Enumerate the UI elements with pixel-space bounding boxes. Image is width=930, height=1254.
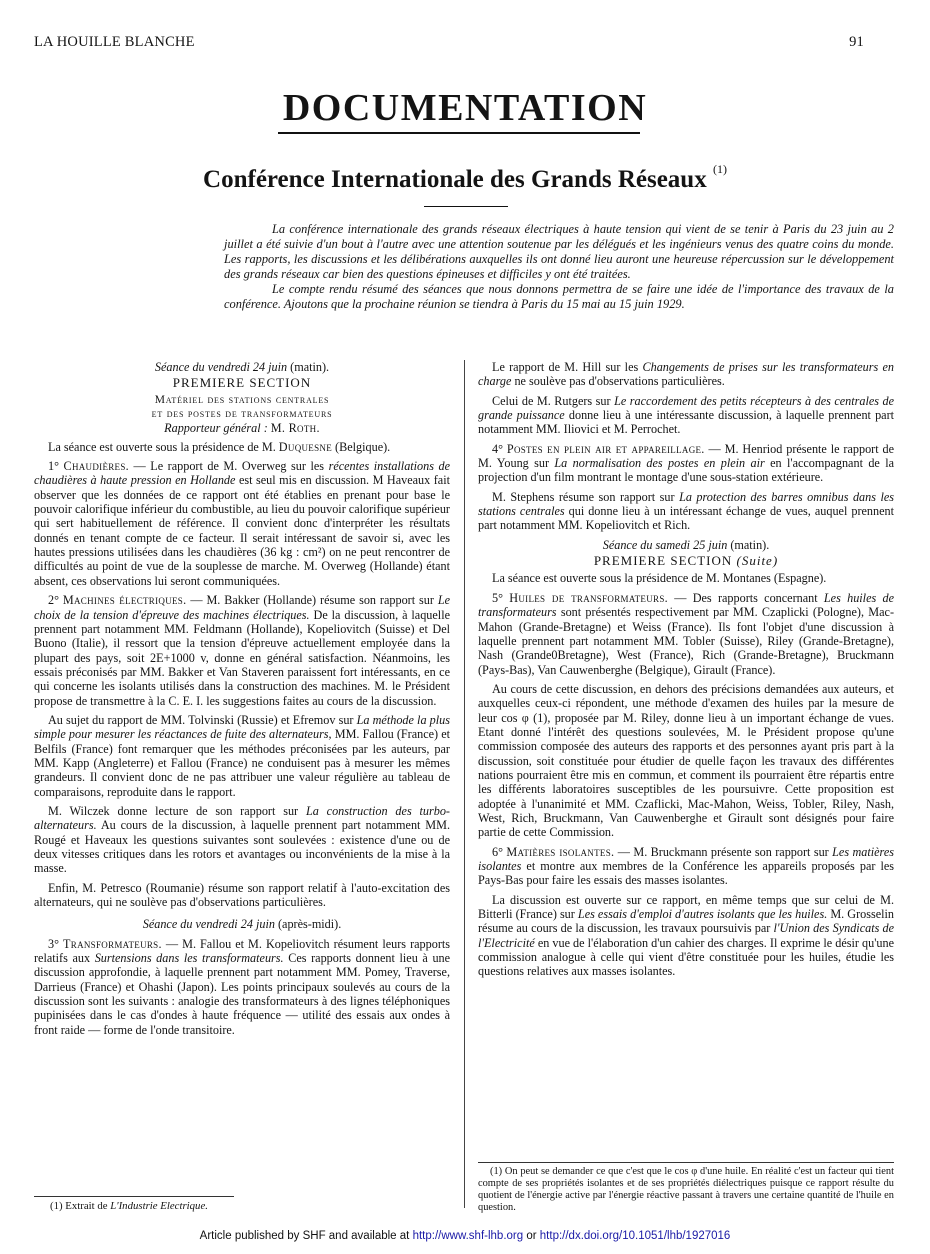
intro-paragraph: Le compte rendu résumé des séances que nous donnons permettra de se faire une idée de l'importance des travaux de la conférence. Ajoutons que la prochaine réunion se tiendra à Paris du 15 mai au 15 juin 1929. [224, 282, 894, 311]
paragraph-commission: Au cours de cette discussion, en dehors des précisions demandées aux auteurs, et auxquelles ceux-ci répondent, une méthode d'examen des huiles par la mesure de leur cos φ (1), proposée par M. Riley, donne lieu à un important échange de vues. Etant donné l'intérêt des questions soulevées, M. le Président propose qu'une commission composée des auteurs des rapports et des personnes ayant pris part à la discussion, soit constituée pour étudier de quelle façon les travaux des différentes nations pourraient être mis en commun, et comment ils pourraient être répartis entre les différents laboratoires susceptibles de les poursuivre. Cette proposition est adoptée à l'unanimité et MM. Czaflicki, Mac-Mahon, Weiss, Tobler, Riley, Nash, West, Rich, Bruckmann, Van Cauwenberghe et Girault sont désignés pour faire partie de cette Commission. [478, 681, 894, 840]
session-heading: Séance du vendredi 24 juin (après-midi). [142, 917, 342, 932]
subtitle-divider [424, 206, 508, 207]
doi-link[interactable]: http://dx.doi.org/10.1051/lhb/1927016 [539, 1230, 731, 1242]
column-divider [464, 360, 465, 1208]
footnote-rule [478, 1162, 894, 1163]
section-title: PREMIERE SECTION (Suite) [593, 553, 779, 569]
paragraph-turbo: M. Wilczek donne lecture de son rapport sur La construction des turbo-alternateurs. Au cours de la discussion, à laquelle prennent part notamment MM. Rougé et Haveaux les questions suivantes sont soulevées : existence d'une ou de deux vitesses critiques dans les rotors et avantages ou inconvénients de la mise à la masse. [34, 803, 451, 876]
title-underline [278, 132, 640, 134]
footnote-rule [34, 1196, 234, 1197]
footnote-source: (1) Extrait de L'Industrie Electrique. [50, 1200, 208, 1212]
rapporteur-line: Rapporteur général : M. Roth. [164, 421, 320, 436]
session-heading: Séance du vendredi 24 juin (matin). [154, 360, 330, 374]
opening-paragraph: La séance est ouverte sous la présidence de M. Montanes (Espagne). [492, 571, 827, 586]
page-number: 91 [849, 34, 864, 50]
publisher-credit [0, 1230, 930, 1242]
paragraph-matieres: 6° Matières isolantes. — M. Bruckmann présente son rapport sur Les matières isolantes et montre aux membres de la Conférence les appareils proposés par les Pays-Bas pour faire les essais des masses isolantes. [478, 844, 895, 888]
paragraph-rutgers: Celui de M. Rutgers sur Le raccordement des petits récepteurs à des centrales de grande puissance donne lieu à une intéressante discussion, à laquelle prennent part notamment MM. Iliovici et M. Perrochet. [478, 393, 895, 437]
paragraph-hill: Le rapport de M. Hill sur les Changements de prises sur les transformateurs en charge ne soulève pas d'observations particulières. [478, 360, 895, 389]
intro-block [224, 222, 894, 312]
running-head [34, 34, 896, 52]
shf-link[interactable]: http://www.shf-lhb.org [412, 1230, 524, 1242]
intro-paragraph: La conférence internationale des grands réseaux électriques à haute tension qui vient de se tenir à Paris du 23 juin au 2 juillet a été suivie d'un bout à l'autre avec une attention soutenue par les délégués et les ingénieurs venus des quatre coins du monde. Les rapports, les discussions et les délibérations auxquelles ils ont donné lieu auront une heureuse répercussion sur le développement des grands réseaux car bien des questions épineuses et difficiles y ont été traitées. [224, 222, 894, 281]
right-column [478, 360, 894, 984]
opening-paragraph: La séance est ouverte sous la présidence de M. Duquesne (Belgique). [48, 439, 391, 454]
journal-name: LA HOUILLE BLANCHE [34, 34, 195, 50]
page-title: DOCUMENTATION [282, 87, 648, 129]
footnote-cos-phi: (1) On peut se demander ce que c'est que le cos φ d'une huile. En réalité c'est un facteur qui tient compte de ses propriétés isolantes et de ses propriétés diélectriques puisque ce rapport résulte du quotient de l'énergie active par l'énergie réactive passant à travers une certaine quantité de l'huile en question. [478, 1166, 894, 1213]
section-title: PREMIERE SECTION [172, 375, 312, 391]
paragraph-machines: 2° Machines électriques. — M. Bakker (Hollande) résume son rapport sur Le choix de la tension d'épreuve des machines électriques. De la discussion, à laquelle prennent part notamment MM. Feldmann (Hollande), Kopeliovitch (Suisse) et Del Buono (Italie), il ressort que la tension d'épreuve actuellement employée dans la plupart des pays, soit 2E+1000 v, donne en général satisfaction. Néanmoins, les essais préconisés par MM. Bakker et Van Staveren paraissent fort intéressants, en ce qui concerne les isolants utilisés dans la construction des machines. M. le Président propose de transmettre à la C. E. I. les suggestions faites au cours de la discussion. [34, 593, 451, 708]
paragraph-stephens: M. Stephens résume son rapport sur La protection des barres omnibus dans les stations centrales qui donne lieu à un intéressant échange de vues, auquel prennent part notamment MM. Kopeliovitch et Rich. [478, 489, 895, 533]
paragraph-transformateurs: 3° Transformateurs. — M. Fallou et M. Kopeliovitch résument leurs rapports relatifs aux Surtensions dans les transformateurs. Ces rapports donnent lieu à une discussion approfondie, à laquelle prennent part notamment MM. Pomey, Traverse, Darrieus (France) et Ohashi (Japon). Les points principaux soulevés au cours de la discussion sont les suivants : analogie des transformateurs à des lignes téléphoniques pupinisées dans le cas d'ondes à haute fréquence — utilité des essais aux ondes à front raide — forme de l'onde transitoire. [34, 936, 451, 1037]
session-heading: Séance du samedi 25 juin (matin). [602, 537, 770, 552]
article-title-text: Conférence Internationale des Grands Réseaux [203, 166, 707, 193]
paragraph-postes: 4° Postes en plein air et appareillage. — M. Henriod présente le rapport de M. Young sur La normalisation des postes en plein air en l'accompagnant de la projection d'un film montrant le montage d'une sous-station extérieure. [478, 441, 895, 485]
paragraph-huiles: 5° Huiles de transformateurs. — Des rapports concernant Les huiles de transformateurs sont présentés respectivement par MM. Czaplicki (Pologne), Mac-Mahon (Grande-Bretagne) et Weiss (France). Ils font l'objet d'une discussion à laquelle prennent part notamment MM. Tobler (Suisse), Riley (Grande-Bretagne), Nash (Grande0Bretagne), West (France), Rich (Grande-Bretagne), Bruckmann (Pays-Bas), Van Cauwenberghe (Belgique), Girault (France). [478, 590, 895, 677]
paragraph-reactances: Au sujet du rapport de MM. Tolvinski (Russie) et Efremov sur La méthode la plus simple pour mesurer les réactances de fuite des alternateurs, MM. Fallou (France) et Belfils (France) font remarquer que les méthodes préconisées par les auteurs, par MM. Kapp (Angleterre) et Fallou (France) ne conduisent pas à mesurer les mêmes grandeurs. Il convient donc de ne pas attribuer une valeur régulière au tableau de comparaisons, reproduite dans le rapport. [34, 712, 451, 799]
article-title-note-mark: (1) [712, 162, 727, 176]
paragraph-discussion: La discussion est ouverte sur ce rapport, en même temps que sur celui de M. Bitterli (France) sur Les essais d'emploi d'autres isolants que les huiles. M. Grosselin résume au cours de la discussion, les travaux poursuivis par l'Union des Syndicats de l'Electricité en vue de l'élaboration d'un cahier des charges. Il exprime le désir qu'une commission analogue à celle qui vient d'être constituée pour les huiles, étudie les questions relatives aux masses isolantes. [478, 892, 895, 979]
credit-text: Article published by SHF and available at [199, 1230, 410, 1242]
credit-text: or [526, 1230, 537, 1242]
article-title [0, 162, 930, 194]
section-subtitle: Matériel des stations centrales [154, 393, 330, 406]
paragraph-chaudieres: 1° Chaudières. — Le rapport de M. Overweg sur les récentes installations de chaudières à haute pression en Hollande est seul mis en discussion. M Haveaux fait observer que les données de ce rapport ont été établies en prenant pour base le pouvoir calorifique inférieur du combustible, au lieu du pouvoir calorifique supérieur qui sert habituellement de référence. Il convient donc d'interpréter les résultats donnés en tenant compte de ce facteur. Il serait intéressant de savoir si, avec les hautes pressions utilisées dans les chaudières (36 kg : cm²) on ne peut rencontrer de difficultés au point de vue de la souplesse de marche. M. Overweg (Hollande) étant absent, ces observations lui seront communiquées. [34, 459, 451, 588]
left-column [34, 360, 450, 1042]
section-subtitle: et des postes de transformateurs [151, 408, 333, 421]
paragraph-petresco: Enfin, M. Petresco (Roumanie) résume son rapport relatif à l'auto-excitation des alternateurs, qui ne soulève pas d'observations particulières. [34, 880, 450, 910]
